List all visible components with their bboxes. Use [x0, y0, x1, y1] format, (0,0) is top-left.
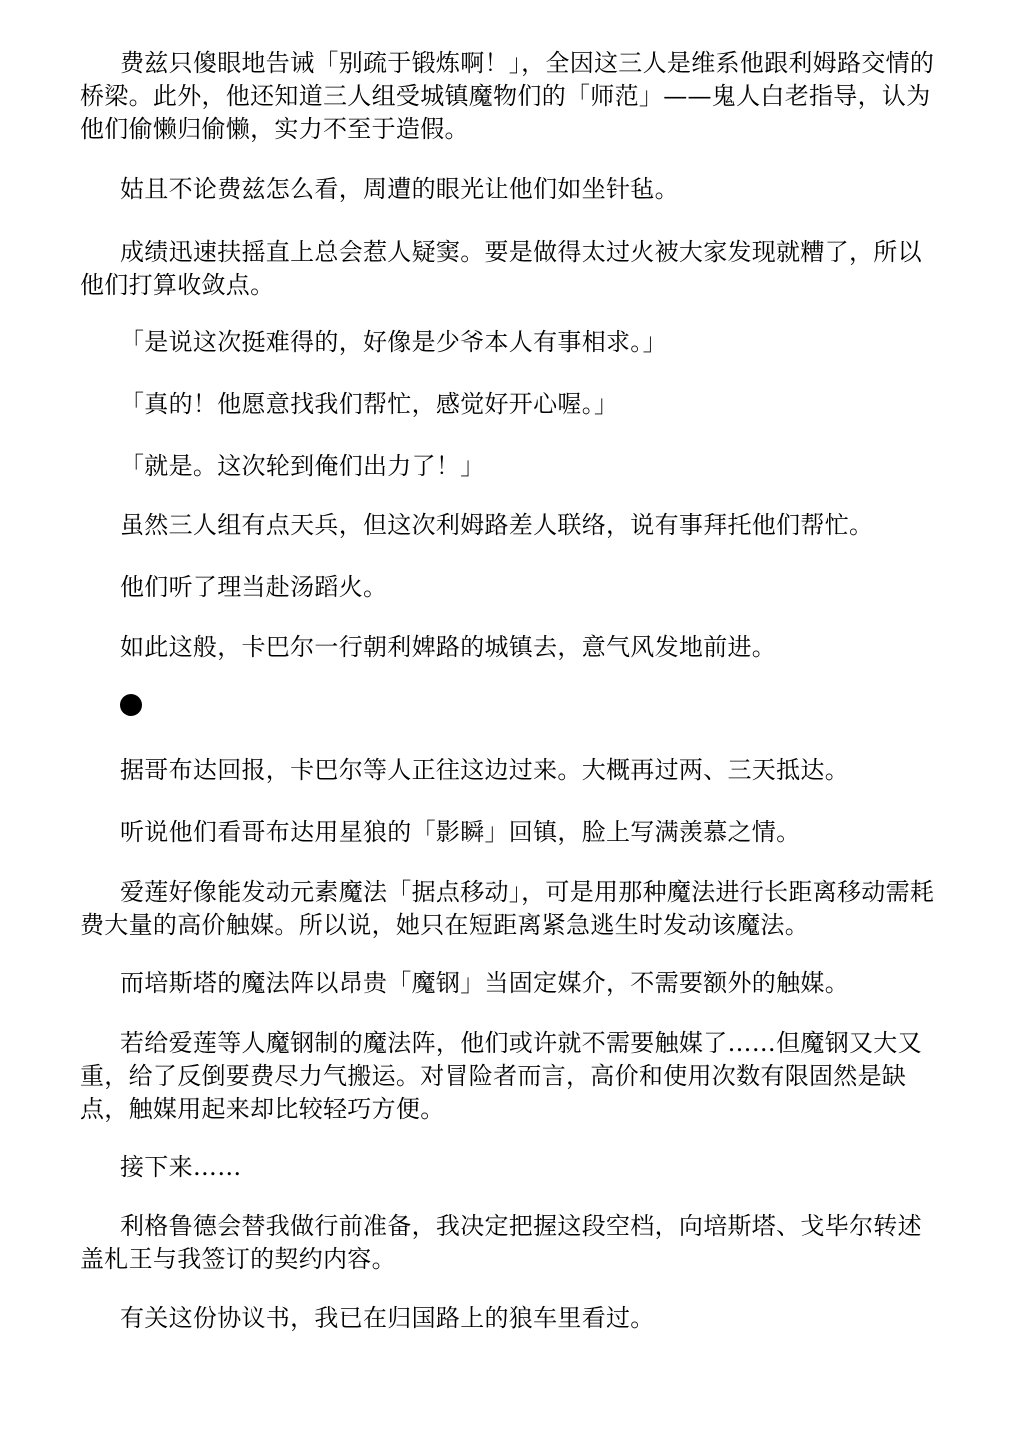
paragraph-6: 「就是。这次轮到俺们出力了！」	[120, 452, 485, 480]
paragraph-15: 接下来……	[120, 1153, 242, 1181]
paragraph-7: 虽然三人组有点天兵，但这次利姆路差人联络，说有事拜托他们帮忙。	[120, 511, 874, 539]
paragraph-16: 利格鲁德会替我做行前准备，我决定把握这段空档，向培斯塔、戈毕尔转述盖札王与我签订的契约内容。	[80, 1212, 922, 1273]
paragraph-4: 「是说这次挺难得的，好像是少爷本人有事相求。」	[120, 328, 667, 356]
black-circle-bullet-icon	[120, 694, 142, 716]
paragraph-2: 姑且不论费兹怎么看，周遭的眼光让他们如坐针毡。	[120, 175, 679, 203]
paragraph-12: 爱莲好像能发动元素魔法「据点移动」，可是用那种魔法进行长距离移动需耗费大量的高价触媒。所以说，她只在短距离紧急逃生时发动该魔法。	[80, 878, 935, 939]
paragraph-3: 成绩迅速扶摇直上总会惹人疑窦。要是做得太过火被大家发现就糟了，所以他们打算收敛点。	[80, 238, 922, 299]
paragraph-10: 据哥布达回报，卡巴尔等人正往这边过来。大概再过两、三天抵达。	[120, 756, 849, 784]
paragraph-9: 如此这般，卡巴尔一行朝利婢路的城镇去，意气风发地前进。	[120, 633, 777, 661]
paragraph-17: 有关这份协议书，我已在归国路上的狼车里看过。	[120, 1304, 655, 1332]
paragraph-8: 他们听了理当赴汤蹈火。	[120, 573, 388, 601]
paragraph-1: 费兹只傻眼地告诫「别疏于锻炼啊！」，全因这三人是维系他跟利姆路交情的桥梁。此外，他还知道三人组受城镇魔物们的「师范」——鬼人白老指导，认为他们偷懒归偷懒，实力不至于造假。	[80, 49, 935, 143]
paragraph-13: 而培斯塔的魔法阵以昂贵「魔钢」当固定媒介，不需要额外的触媒。	[120, 969, 849, 997]
paragraph-5: 「真的！他愿意找我们帮忙，感觉好开心喔。」	[120, 390, 619, 418]
paragraph-14: 若给爱莲等人魔钢制的魔法阵，他们或许就不需要触媒了……但魔钢又大又重，给了反倒要费尽力气搬运。对冒险者而言，高价和使用次数有限固然是缺点，触媒用起来却比较轻巧方便。	[80, 1029, 922, 1123]
paragraph-11: 听说他们看哥布达用星狼的「影瞬」回镇，脸上写满羡慕之情。	[120, 818, 801, 846]
